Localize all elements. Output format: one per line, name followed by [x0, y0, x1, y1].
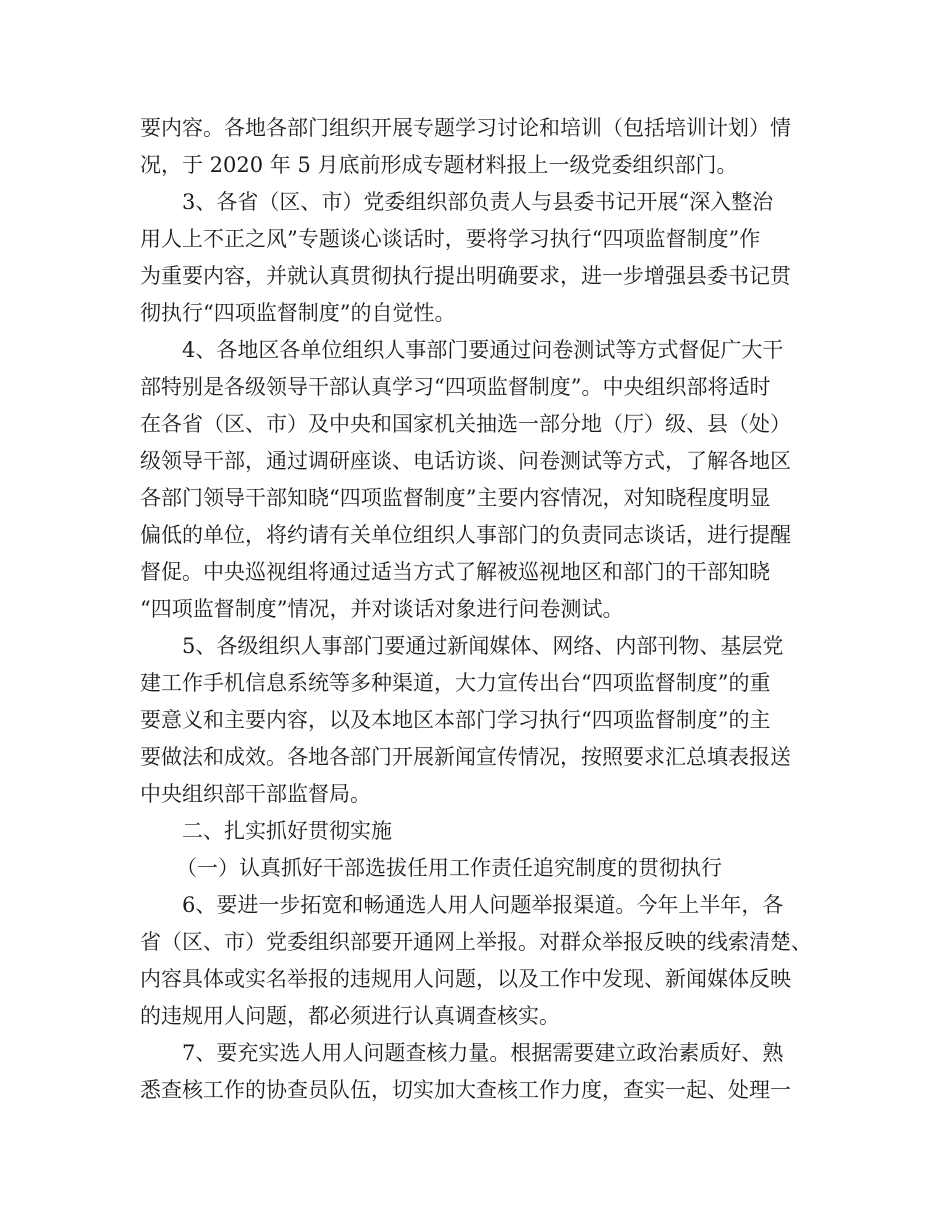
- text-line-11: 各部门领导干部知晓“四项监督制度”主要内容情况，对知晓程度明显: [140, 486, 771, 510]
- text-line-15: 5、各级组织人事部门要通过新闻媒体、网络、内部刊物、基层党: [182, 634, 784, 658]
- text-line-2: 况，于 2020 年 5 月底前形成专题材料报上一级党委组织部门。: [140, 153, 738, 177]
- text-line-19: 中央组织部干部监督局。: [140, 782, 371, 806]
- text-line-10: 级领导干部，通过调研座谈、电话访谈、问卷测试等方式，了解各地区: [140, 449, 791, 473]
- text-line-4: 用人上不正之风”专题谈心谈话时，要将学习执行“四项监督制度”作: [140, 227, 761, 251]
- text-line-8: 部特别是各级领导干部认真学习“四项监督制度”。中央组织部将适时: [140, 375, 771, 399]
- text-line-22: 6、要进一步拓宽和畅通选人用人问题举报渠道。今年上半年，各: [182, 893, 784, 917]
- text-line-13: 督促。中央巡视组将通过适当方式了解被巡视地区和部门的干部知晓: [140, 560, 770, 584]
- text-line-24: 内容具体或实名举报的违规用人问题，以及工作中发现、新闻媒体反映: [140, 967, 791, 991]
- text-line-25: 的违规用人问题，都必须进行认真调查核实。: [140, 1004, 560, 1028]
- subsection-heading: （一）认真抓好干部选拔任用工作责任追究制度的贯彻执行: [176, 856, 722, 880]
- text-line-23: 省（区、市）党委组织部要开通网上举报。对群众举报反映的线索清楚、: [140, 930, 812, 954]
- text-line-16: 建工作手机信息系统等多种渠道，大力宣传出台“四项监督制度”的重: [140, 671, 771, 695]
- text-line-3: 3、各省（区、市）党委组织部负责人与县委书记开展“深入整治: [182, 190, 774, 214]
- text-line-14: “四项监督制度”情况，并对谈话对象进行问卷测试。: [140, 597, 624, 621]
- text-line-12: 偏低的单位，将约请有关单位组织人事部门的负责同志谈话，进行提醒: [140, 523, 791, 547]
- text-line-18: 要做法和成效。各地各部门开展新闻宣传情况，按照要求汇总填表报送: [140, 745, 791, 769]
- text-line-7: 4、各地区各单位组织人事部门要通过问卷测试等方式督促广大干: [182, 338, 784, 362]
- text-line-5: 为重要内容，并就认真贯彻执行提出明确要求，进一步增强县委书记贯: [140, 264, 791, 288]
- text-line-17: 要意义和主要内容，以及本地区本部门学习执行“四项监督制度”的主: [140, 708, 771, 732]
- section-heading: 二、扎实抓好贯彻实施: [182, 819, 392, 843]
- text-line-27: 悉查核工作的协查员队伍，切实加大查核工作力度，查实一起、处理一: [140, 1078, 791, 1102]
- text-line-6: 彻执行“四项监督制度”的自觉性。: [140, 301, 456, 325]
- text-line-9: 在各省（区、市）及中央和国家机关抽选一部分地（厅）级、县（处）: [140, 412, 791, 436]
- text-line-26: 7、要充实选人用人问题查核力量。根据需要建立政治素质好、熟: [182, 1041, 784, 1065]
- text-line-1: 要内容。各地各部门组织开展专题学习讨论和培训（包括培训计划）情: [140, 116, 791, 140]
